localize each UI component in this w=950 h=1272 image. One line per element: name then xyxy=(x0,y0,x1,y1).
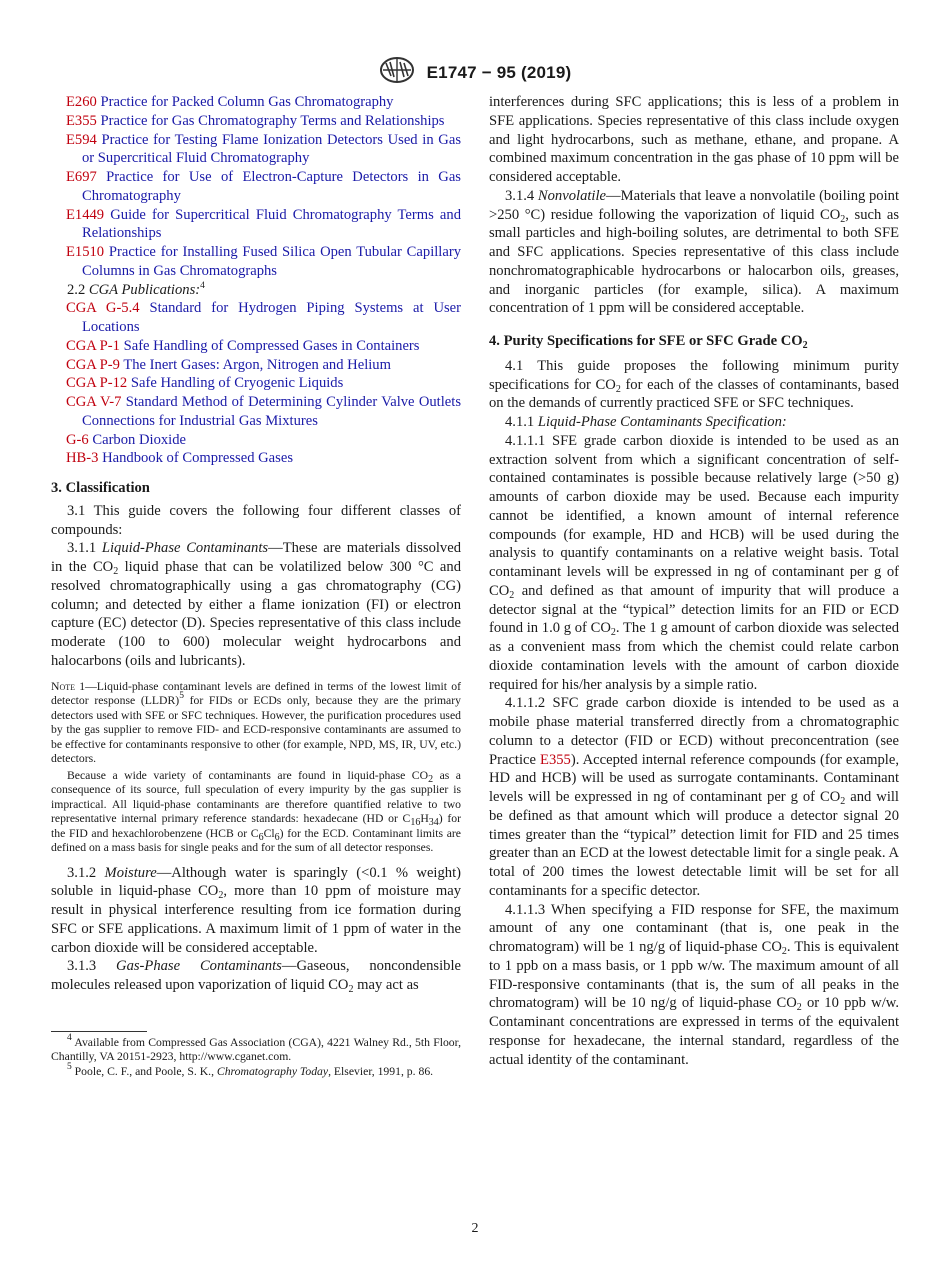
reference-code-link[interactable]: E355 xyxy=(66,112,97,129)
reference-title-link[interactable]: The Inert Gases: Argon, Nitrogen and Helium xyxy=(123,356,391,373)
paragraph-3-1-3-continued: interferences during SFC applications; this is less of a problem in SFE applications. Species representative of this class include oxygen and light hydrocarbons, such as methane, ethane, and propane. A combined maximum concentration in the gas phase of 10 ppm will be considered acceptable. xyxy=(489,94,899,185)
standard-designation: E1747 − 95 (2019) xyxy=(426,62,572,82)
astm-reference-item xyxy=(51,93,461,112)
astm-reference-item xyxy=(51,131,461,169)
reference-code-link[interactable]: G-6 xyxy=(66,431,89,448)
reference-title-link[interactable]: Carbon Dioxide xyxy=(92,431,186,448)
reference-title-link[interactable]: Practice for Packed Column Gas Chromatography xyxy=(100,94,394,110)
link-e355[interactable]: E355 xyxy=(540,751,571,768)
paragraph-4-1-1-1: 4.1.1.1 SFE grade carbon dioxide is intended to be used as an extraction solvent from which a significant concentration of self-contained contaminates is possible because relatively large (>50 g) amounts of carbon dioxide may be used. Because each impurity cannot be identified, a known amount of internal reference compounds (for example, HD and HCB) will be used during the analysis to quantify contaminants on a relative weight basis. Total contaminant levels will be expressed in ng of contaminant per g of $CO_2$ and defined as that amount of impurity that will produce a detector signal at the “typical” detection limits for an FID or ECD found in 1.0 g of $CO_2$. The 1 g amount of carbon dioxide was selected as a convenient mass from which the chemist could relate carbon dioxide contamination levels with the amount of carbon dioxide required for his/her analysis by a simple ratio. xyxy=(489,432,899,693)
right-column xyxy=(489,93,899,1069)
reference-title-link[interactable]: Practice for Gas Chromatography Terms and Relationships xyxy=(100,112,445,129)
cga-reference-list xyxy=(51,299,461,468)
reference-code-link[interactable]: CGA P-1 xyxy=(66,337,120,354)
reference-code-link[interactable]: CGA G-5.4 xyxy=(66,300,140,317)
footnote-5: $^5$ Poole, C. F., and Poole, S. K., Chromatography Today, Elsevier, 1991, p. 86. xyxy=(67,1061,434,1078)
paragraph-4-1-1-3: 4.1.1.3 When specifying a FID response for SFE, the maximum amount of any one contaminant (that is, one peak in the chromatogram) will be 1 ng/g of liquid-phase $CO_2$. This is equivalent to 1 ppb on a mass basis, or 1 ppb w/w. The maximum amount of all FID-responsive contaminants (that is, the sum of all peaks in the chromatogram) will be 10 ng/g of liquid-phase $CO_2$ or 10 ppb w/w. Contaminant concentrations are expressed in terms of the equivalent response for hexadecane, the internal standard, regardless of the actual identity of the contaminant. xyxy=(489,901,899,1068)
reference-code-link[interactable]: E594 xyxy=(66,131,97,148)
paragraph-4-1-1: 4.1.1 Liquid-Phase Contaminants Specification: xyxy=(505,414,787,430)
footnote-4: $^4$ Available from Compressed Gas Association (CGA), 4221 Walney Rd., 5th Floor, Chantilly, VA 20151-2923, http://www.cganet.com. xyxy=(51,1032,461,1064)
reference-code-link[interactable]: CGA V-7 xyxy=(66,394,122,410)
footnote-rule xyxy=(51,1031,147,1032)
cga-reference-item xyxy=(51,337,461,356)
paragraph-3-1-3: 3.1.3 Gas-Phase Contaminants—Gaseous, noncondensible molecules released upon vaporization of liquid $CO_2$ may act as xyxy=(51,958,461,995)
cga-reference-item xyxy=(51,299,461,337)
paragraph-3-1-1: 3.1.1 Liquid-Phase Contaminants—These are materials dissolved in the $CO_2$ liquid phase that can be volatilized below 300 °C and resolved chromatographically using a gas chromatography (CG) column; and detected by either a flame ionization (FI) or electron capture (EC) detector (D). Species representative of this class include moderate (100 to 600) molecular weight hydrocarbons and halocarbons (oils and lubricants). xyxy=(51,540,461,669)
reference-title-link[interactable]: Guide for Supercritical Fluid Chromatography Terms and Relationships xyxy=(82,206,461,242)
reference-code-link[interactable]: E1449 xyxy=(66,206,105,223)
reference-title-link[interactable]: Practice for Use of Electron-Capture Detectors in Gas Chromatography xyxy=(82,169,461,204)
astm-reference-item xyxy=(51,243,461,281)
astm-reference-item xyxy=(51,168,461,206)
reference-title-link[interactable]: Practice for Testing Flame Ionization Detectors Used in Gas or Supercritical Fluid Chromatography xyxy=(82,131,461,167)
reference-code-link[interactable]: CGA P-9 xyxy=(66,356,120,373)
cga-reference-item xyxy=(51,356,461,375)
reference-title-link[interactable]: Standard Method of Determining Cylinder Valve Outlets Connections for Industrial Gas Mixtures xyxy=(82,394,461,429)
reference-code-link[interactable]: HB-3 xyxy=(66,450,99,467)
paragraph-3-1: 3.1 This guide covers the following four different classes of compounds: xyxy=(51,502,461,538)
note-1-paragraph: Note 1—Liquid-phase contaminant levels are defined in terms of the lowest limit of detector response (LLDR)$^5$ for FIDs or ECDs only, because they are the primary detectors used with SFE or SFC techniques. However, the purification procedures used by the gas supplier to remove FID- and ECD-responsive contaminants are assumed to be effective for contaminants responsive to other (for example, NPD, MS, IR, UV, etc.) detectors. xyxy=(51,679,461,765)
astm-reference-item xyxy=(51,206,461,244)
footnotes xyxy=(51,1032,461,1080)
note-1-paragraph-2: Because a wide variety of contaminants are found in liquid-phase $CO_2$ as a consequence of its source, full speculation of every impurity by the gas supplier is impractical. All liquid-phase contaminants are therefore quantified relative to two representative internal primary reference standards: hexadecane (HD or $C_{16}H_{34}$) for the FID and hexachlorobenzene (HCB or $C_6Cl_6$) for the ECD. Contaminant limits are defined on a mass basis for single peaks and for the sum of all detector responses. xyxy=(51,768,461,854)
reference-title-link[interactable]: Practice for Installing Fused Silica Open Tubular Capillary Columns in Gas Chromatographs xyxy=(82,244,461,279)
reference-title-link[interactable]: Safe Handling of Compressed Gases in Containers xyxy=(123,337,420,354)
paragraph-4-1-1-2: 4.1.1.2 SFC grade carbon dioxide is intended to be used as a mobile phase material transferred directly from a chromatographic column to a detector (FID or ECD) without preconcentration (see Practice E355). Accepted internal reference compounds (for example, HD and HCB) will be used as surrogate contaminants. Contaminant levels will be expressed in ng of contaminant per g of $CO_2$ and will be defined as that amount which will produce a detector signal 20 times greater than the “typical” detection limit for FID and 25 times greater than an ECD at the lowest detectable limit for a single peak. A total of 200 times the lowest detectable limit will be set for all contaminants for a specific detector. xyxy=(489,695,899,899)
reference-title-link[interactable]: Safe Handling of Cryogenic Liquids xyxy=(130,375,344,392)
paragraph-4-1: 4.1 This guide proposes the following minimum purity specifications for $CO_2$ for each of the classes of contaminants, based on the demands of currently practiced SFE or SFC techniques. xyxy=(489,357,900,412)
cga-reference-item xyxy=(51,374,461,393)
note-1 xyxy=(51,680,461,856)
reference-code-link[interactable]: E697 xyxy=(66,169,97,185)
cga-heading: 2.2 CGA Publications:$^4$ xyxy=(67,280,205,298)
reference-code-link[interactable]: CGA P-12 xyxy=(66,375,128,392)
page-number: 2 xyxy=(471,1221,479,1236)
reference-code-link[interactable]: E1510 xyxy=(66,244,105,260)
paragraph-3-1-4: 3.1.4 Nonvolatile—Materials that leave a nonvolatile (boiling point >250 °C) residue following the vaporization of liquid $CO_2$, such as small particles and high-boiling solutes, are detrimental to both SFE and SFC applications. Species representative of this class include nonchromatographicable hydrocarbons or halocarbon oils, greases, and inorganic particles (for example, silica). A maximum concentration of 1 ppm will be considered acceptable. xyxy=(489,187,899,317)
reference-title-link[interactable]: Handbook of Compressed Gases xyxy=(102,450,293,467)
astm-logo xyxy=(379,56,415,89)
cga-reference-item xyxy=(51,449,461,468)
section-4-heading: 4. Purity Specifications for SFE or SFC Grade $CO_2$ xyxy=(489,333,808,351)
section-3-heading: 3. Classification xyxy=(51,480,150,496)
cga-reference-item xyxy=(51,393,461,431)
page-header xyxy=(0,56,950,89)
left-column xyxy=(51,93,461,1079)
cga-reference-item xyxy=(51,431,461,450)
astm-reference-item xyxy=(51,112,461,131)
astm-reference-list xyxy=(51,93,461,281)
reference-title-link[interactable]: Standard for Hydrogen Piping Systems at User Locations xyxy=(82,300,461,335)
reference-code-link[interactable]: E260 xyxy=(66,94,97,110)
paragraph-3-1-2: 3.1.2 Moisture—Although water is sparingly (<0.1 % weight) soluble in liquid-phase $CO_2$, more than 10 ppm of moisture may result in physical interference resulting from ice formation during SFC or SFE applications. A maximum limit of 1 ppm of water in the carbon dioxide will be considered acceptable. xyxy=(51,864,461,956)
